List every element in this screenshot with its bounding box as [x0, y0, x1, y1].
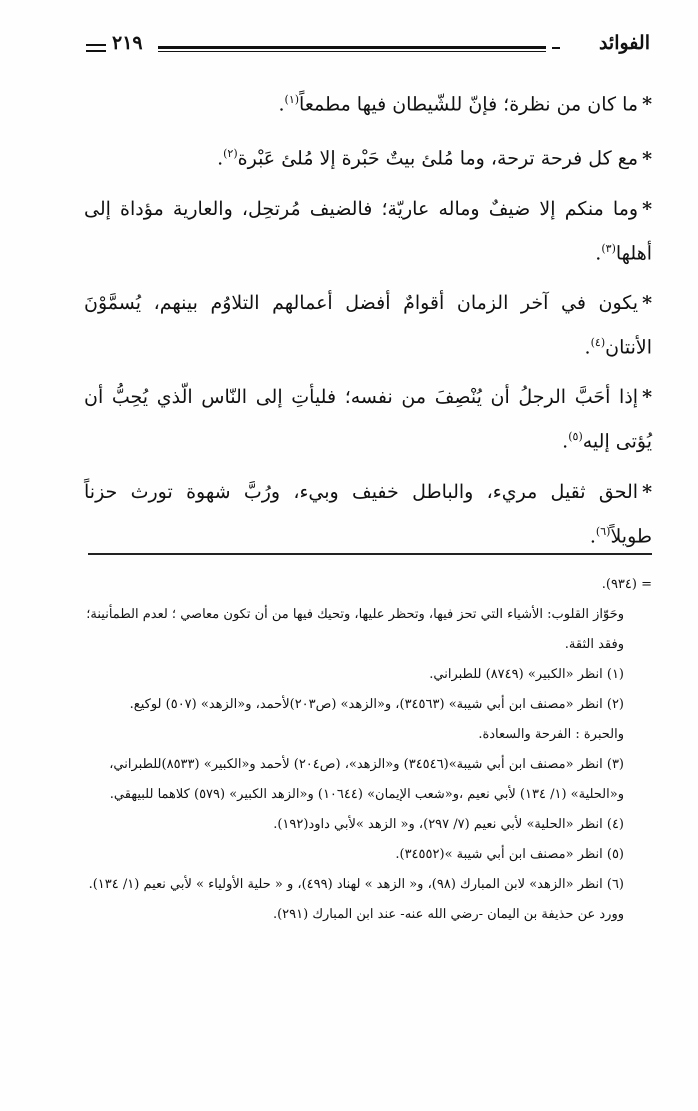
footnote-ref: (٣) — [601, 241, 616, 255]
footnote: (٣) انظر «مصنف ابن أبي شيبة»(٣٤٥٤٦) و«الزهد»، (ص٢٠٤) لأحمد و«الكبير» (٨٥٣٣)للطبراني، و«الحلية» (١/ ١٣٤) لأبي نعيم ،و«شعب الإيمان» (١٠٦٤٤) و«الزهد الكبير» (٥٧٩) كلاهما للبيهقي. — [109, 757, 624, 802]
paragraph-text: الحق ثقيل مريء، والباطل خفيف وبيء، ورُبَّ شهوة تورث حزناً طويلاً — [84, 480, 652, 547]
paragraph-end: . — [217, 147, 224, 170]
footnote-ref: (١) — [284, 93, 300, 106]
footnote-ref: (٢) — [223, 147, 238, 161]
footnote-ref: (٤) — [590, 335, 606, 349]
paragraph-end: . — [595, 241, 602, 264]
header-rule-short — [552, 47, 560, 49]
paragraph — [84, 80, 652, 124]
bullet-star: * — [642, 291, 652, 314]
running-title: الفوائد — [598, 32, 650, 54]
bullet-star: * — [642, 386, 652, 409]
main-text — [84, 80, 652, 566]
header-rule-thin — [158, 51, 546, 52]
paragraph-text: إذا أحَبَّ الرجلُ أن يُنْصِفَ من نفسه؛ فليأتِ إلى النّاس الّذي يُحِبُّ أن يُؤتى إليه — [84, 386, 652, 453]
paragraph-text: يكون في آخر الزمان أقوامٌ أفضل أعمالهم التلاوُم بينهم، يُسمَّوْنَ الأنتان — [84, 291, 652, 359]
paragraph-end: . — [584, 336, 591, 359]
paragraph — [84, 283, 652, 367]
paragraph-end: . — [278, 93, 285, 116]
footnote: (٦) انظر «الزهد» لابن المبارك (٩٨)، و« الزهد » لهناد (٤٩٩)، و « حلية الأولياء » لأبي نعيم (١/ ١٣٤). — [88, 877, 624, 892]
footnote-divider — [88, 553, 652, 555]
footnote: (٥) انظر «مصنف ابن أبي شيبة »(٣٤٥٥٢). — [395, 847, 624, 862]
paragraph-text: مع كل فرحة ترحة، وما مُلئ بيتٌ حَبْرة إلا مُلئ عَبْرة — [237, 147, 639, 170]
footnote-ref: (٦) — [595, 524, 611, 538]
footnote: (٤) انظر «الحلية» لأبي نعيم (٧/ ٢٩٧)، و« الزهد »لأبي داود(١٩٢). — [273, 817, 624, 832]
footnote: (١) انظر «الكبير» (٨٧٤٩) للطبراني. — [429, 667, 624, 682]
footnote: والحبرة : الفرحة والسعادة. — [478, 727, 624, 742]
paragraph-end: . — [589, 524, 596, 547]
page-header — [86, 30, 650, 64]
paragraph — [84, 189, 652, 273]
page-number-rule-top — [86, 44, 106, 46]
paragraph — [84, 472, 652, 556]
footnote: وورد عن حذيفة بن اليمان -رضي الله عنه- عند ابن المبارك (٢٩١). — [272, 907, 624, 922]
paragraph-text: وما منكم إلا ضيفٌ وماله عاريّة؛ فالضيف مُرتحِل، والعارية مؤداة إلى أهلها — [84, 197, 652, 264]
footnote-ref: (٥) — [568, 430, 583, 444]
bullet-star: * — [642, 480, 652, 503]
bullet-star: * — [642, 197, 652, 220]
page-number: ٢١٩ — [112, 32, 143, 54]
footnote: = (٩٣٤). — [601, 577, 652, 592]
footnotes — [84, 570, 652, 930]
footnote: (٢) انظر «مصنف ابن أبي شيبة» (٣٤٥٦٣)، و«الزهد» (ص٢٠٣)لأحمد، و«الزهد» (٥٠٧) لوكيع. — [129, 697, 624, 712]
paragraph-text: ما كان من نظرة؛ فإنّ للشّيطان فيها مطمعاً — [299, 93, 639, 116]
paragraph — [84, 377, 652, 461]
header-rule — [158, 46, 546, 49]
footnote: وحَوّاز القلوب: الأشياء التي تحز فيها، وتحظر عليها، وتحيك فيها من أن تكون معاصي ؛ لعدم الطمأنينة؛ وفقد الثقة. — [86, 607, 624, 652]
paragraph-end: . — [562, 430, 569, 453]
paragraph — [84, 134, 652, 178]
bullet-star: * — [642, 93, 652, 116]
bullet-star: * — [642, 147, 652, 170]
page-number-rule-bottom — [86, 50, 106, 52]
